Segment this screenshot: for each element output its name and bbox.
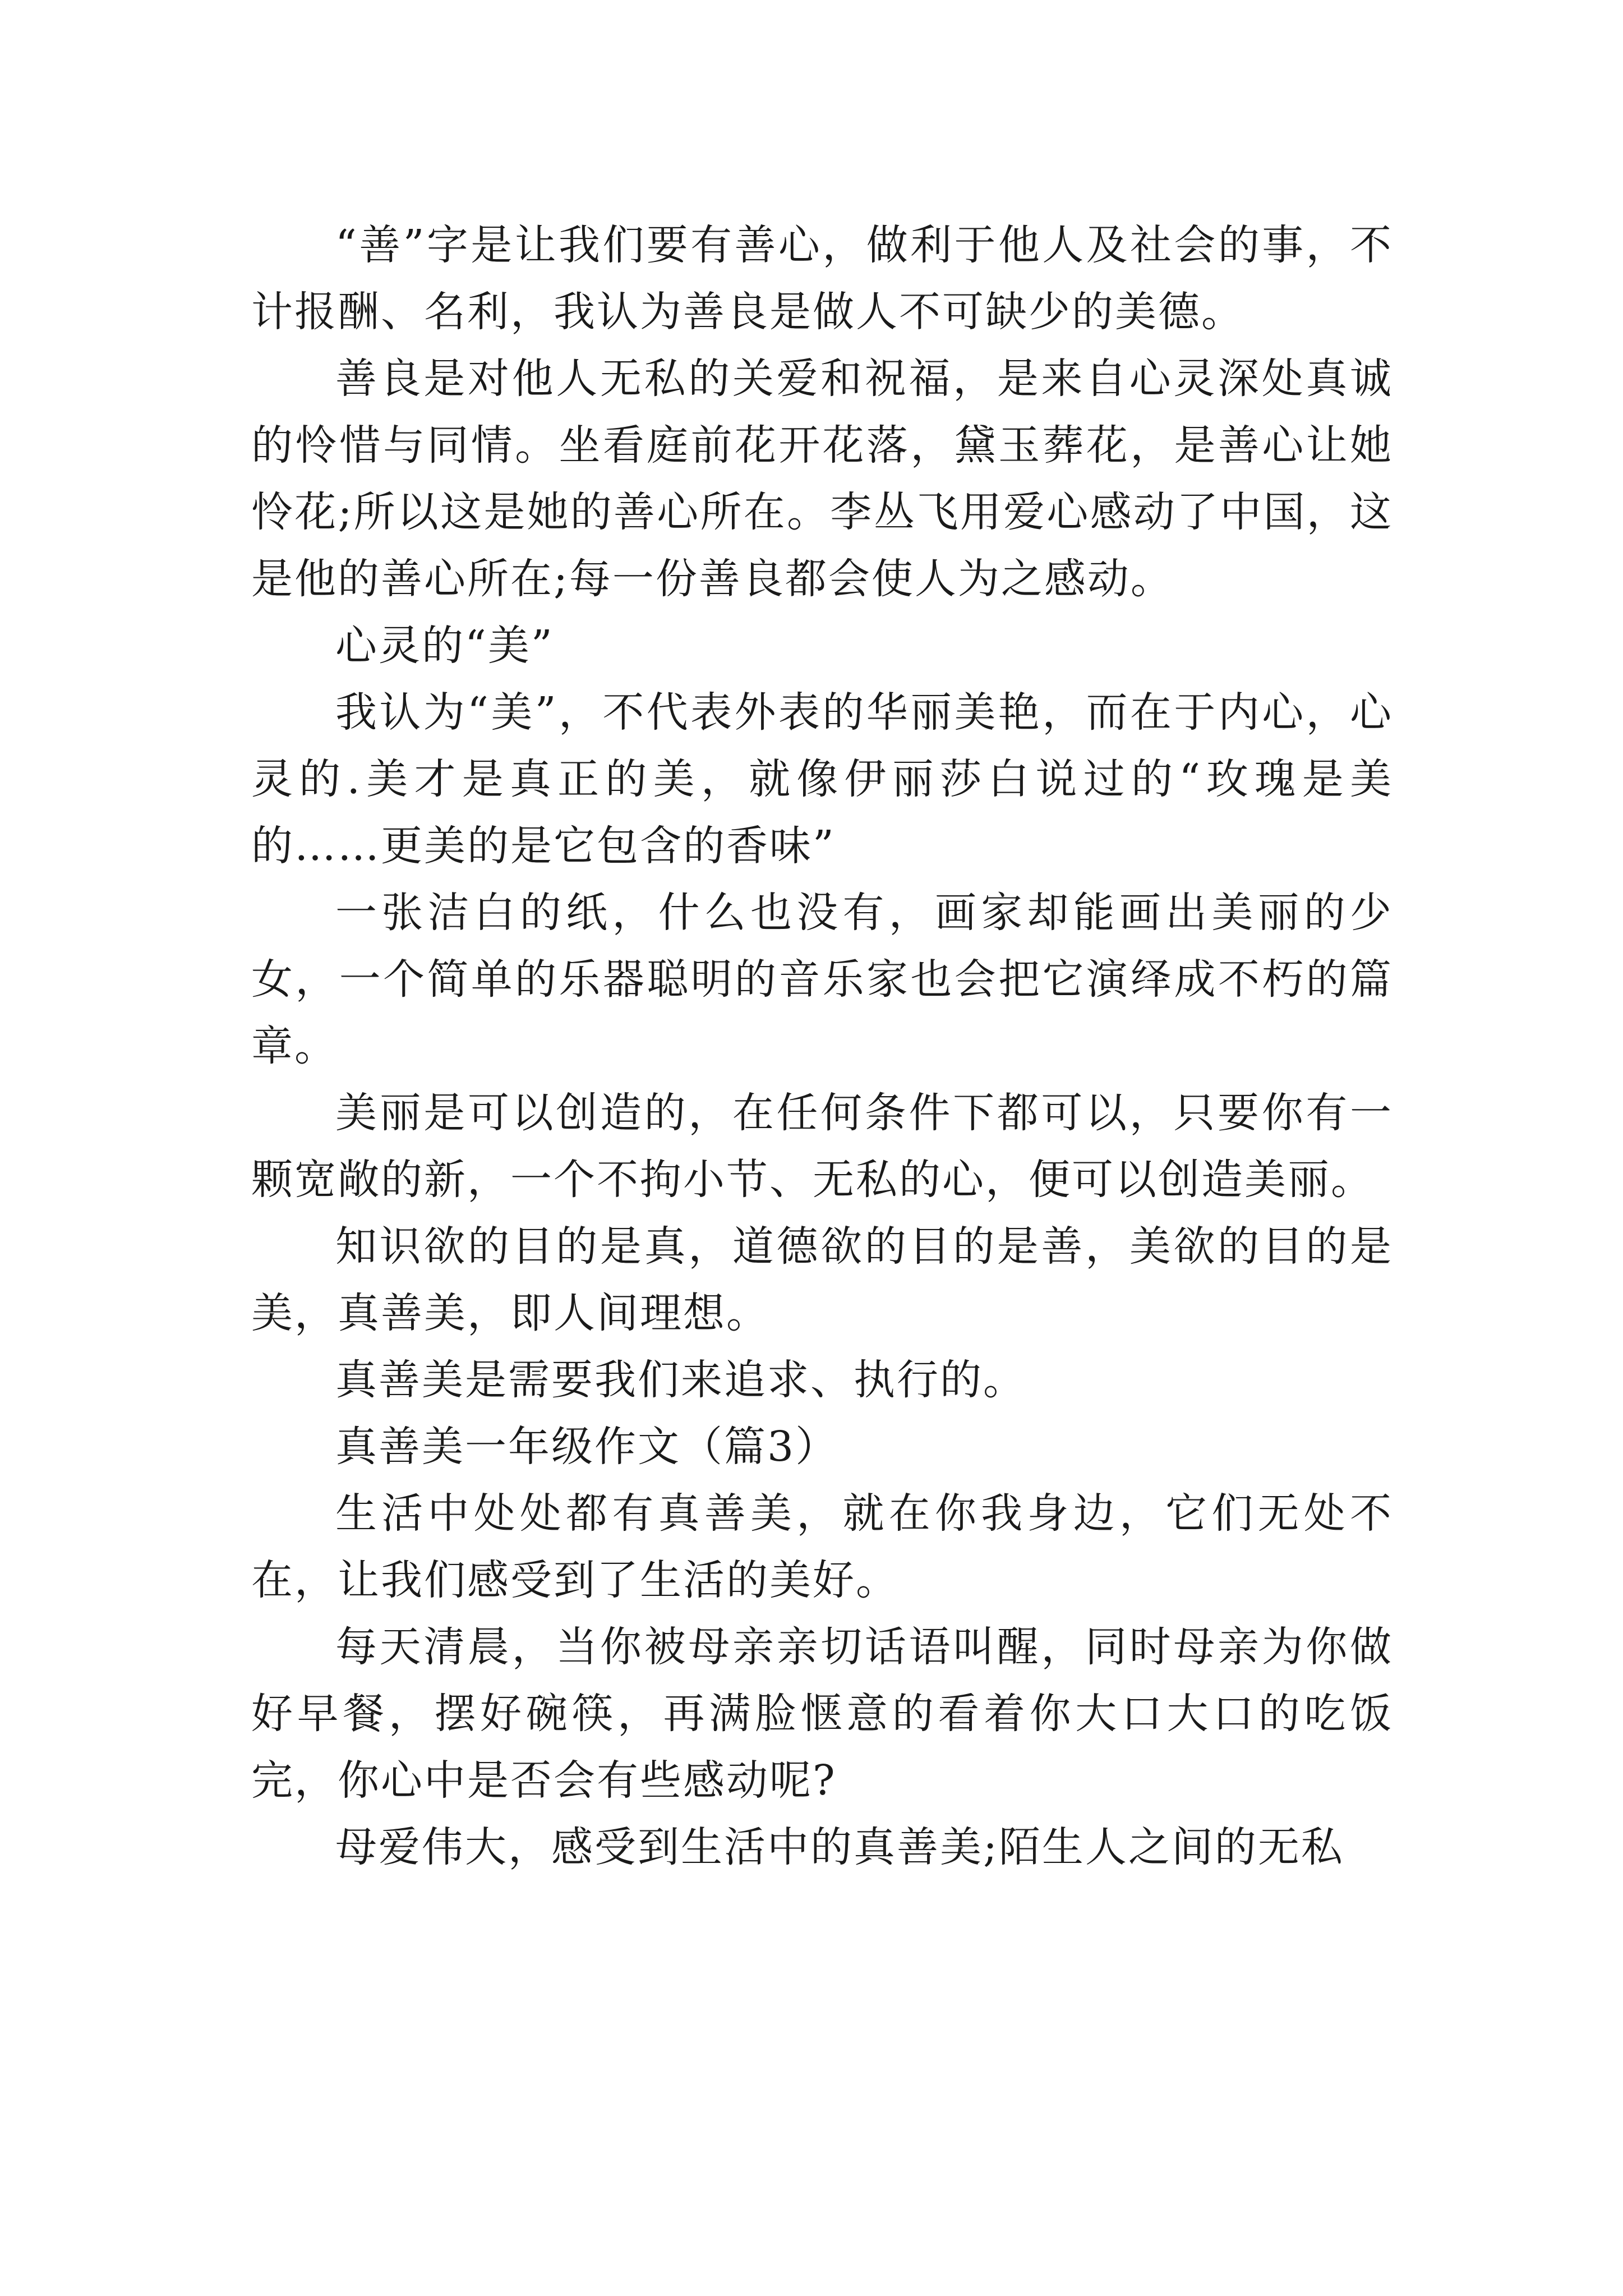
paragraph-pursuit: 真善美是需要我们来追求、执行的。 <box>335 1356 1026 1404</box>
essay-title-part-3: 真善美一年级作文（篇3） <box>335 1423 839 1471</box>
paragraph-everywhere: 生活中处处都有真善美，就在你我身边，它们无处不在，让我们感受到了生活的美好。 <box>251 1489 1393 1604</box>
paragraph-kindness-definition: “善”字是让我们要有善心，做利于他人及社会的事，不计报酬、名利，我认为善良是做人不可缺少的美德。 <box>251 221 1393 336</box>
paragraph-kindness-examples: 善良是对他人无私的关爱和祝福，是来自心灵深处真诚的怜惜与同情。坐看庭前花开花落，黛玉葬花，是善心让她怜花;所以这是她的善心所在。李丛飞用爱心感动了中国，这是他的善心所在;每一份善良都会使人为之感动。 <box>251 355 1393 603</box>
document-body <box>251 212 1393 1881</box>
paragraph-mother-love: 母爱伟大，感受到生活中的真善美;陌生人之间的无私 <box>335 1823 1344 1871</box>
paragraph-truth-goodness-beauty: 知识欲的目的是真，道德欲的目的是善，美欲的目的是美，真善美，即人间理想。 <box>251 1222 1393 1337</box>
paragraph-beauty-creation: 美丽是可以创造的，在任何条件下都可以，只要你有一颗宽敞的新，一个不拘小节、无私的心，便可以创造美丽。 <box>251 1089 1393 1204</box>
section-heading-inner-beauty: 心灵的“美” <box>335 622 554 670</box>
paragraph-white-paper: 一张洁白的纸，什么也没有，画家却能画出美丽的少女，一个简单的乐器聪明的音乐家也会把它演绎成不朽的篇章。 <box>251 889 1393 1070</box>
paragraph-mother-morning: 每天清晨，当你被母亲亲切话语叫醒，同时母亲为你做好早餐，摆好碗筷，再满脸惬意的看着你大口大口的吃饭完，你心中是否会有些感动呢? <box>251 1623 1393 1805</box>
paragraph-beauty-inner: 我认为“美”，不代表外表的华丽美艳，而在于内心，心灵的.美才是真正的美，就像伊丽莎白说过的“玫瑰是美的……更美的是它包含的香味” <box>251 688 1393 870</box>
